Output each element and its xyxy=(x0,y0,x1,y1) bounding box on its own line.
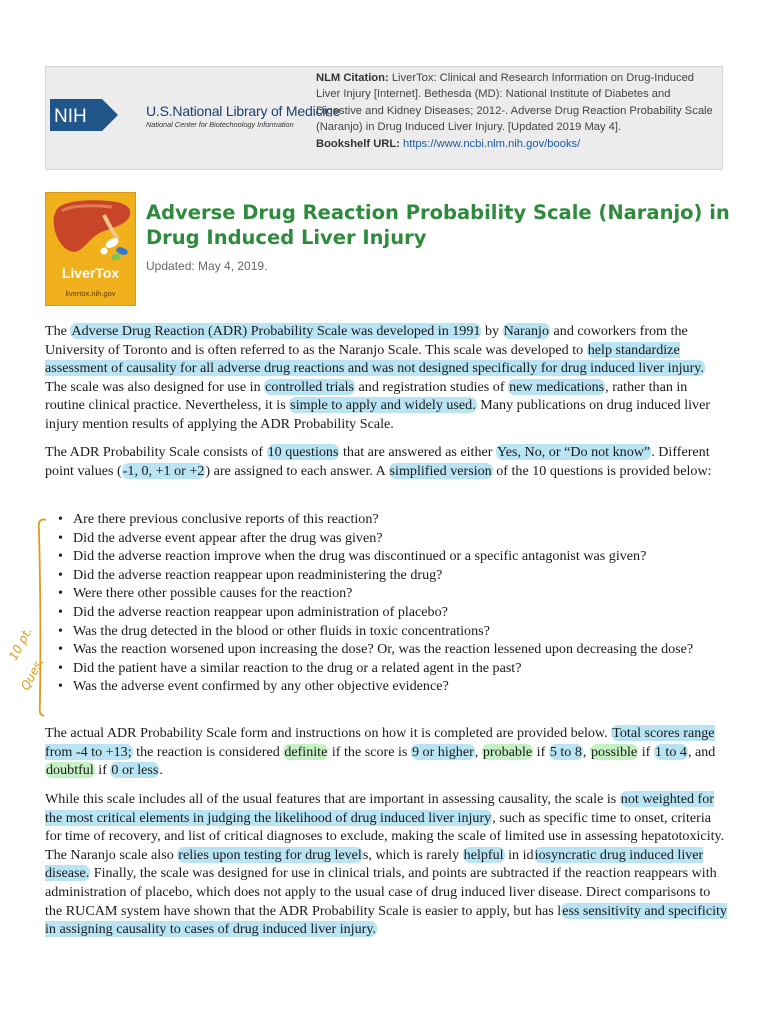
citation-text xyxy=(316,70,718,152)
question-list xyxy=(45,510,729,696)
text-run: in id xyxy=(504,846,534,863)
text-run: and registration studies of xyxy=(355,378,509,395)
highlight: 5 to 8 xyxy=(549,743,582,760)
text-run: if xyxy=(533,743,549,760)
paragraph-limitations xyxy=(45,790,729,939)
highlight: Yes, No, or “Do not know” xyxy=(496,444,651,460)
highlight: not weighted for the most critical elements in judging the likelihood of drug induced liver injury xyxy=(45,791,714,826)
list-item: • Was the drug detected in the blood or other fluids in toxic concentrations? xyxy=(45,622,729,641)
text-run: The actual ADR Probability Scale form and instructions on how it is completed are provided below. xyxy=(45,725,612,741)
highlight: new medications xyxy=(509,378,605,395)
text-run: Finally, the scale was designed for use in clinical trials, and points are subtracted if the reaction reappears with administration of placebo, which does not apply to the usual case of drug induced liver disease. Direct comparisons to the RUCAM system have shown that the ADR Probability Scale is easier to apply, but has l xyxy=(45,865,717,919)
text-run: if xyxy=(638,743,654,760)
highlight: simple to apply and widely used. xyxy=(290,397,476,414)
list-item: • Did the adverse reaction improve when the drug was discontinued or a specific antagonist was given? xyxy=(45,547,729,566)
nih-logo xyxy=(50,99,142,131)
citation-label: NLM Citation: xyxy=(316,72,389,84)
annotation-line-2: Ques. xyxy=(18,655,47,693)
highlight: help standardize assessment of causality for all adverse drug reactions and was not designed specifically for drug induced liver injury. xyxy=(45,341,704,377)
list-item: • Was the adverse event confirmed by any other objective evidence? xyxy=(45,677,729,696)
list-item: • Was the reaction worsened upon increasing the dose? Or, was the reaction lessened upon decreasing the dose? xyxy=(45,640,729,659)
paragraph-intro xyxy=(45,322,729,434)
livertox-logo xyxy=(45,192,136,306)
text-run: , such as specific time to onset, criteria for time of recovery, and list of critical diagnoses to exclude, making the scale of limited use in assessing hepatotoxicity. The Naranjo scale also xyxy=(45,809,725,863)
highlight: controlled trials xyxy=(265,378,355,395)
text-run: by xyxy=(481,323,503,339)
text-run: ) are assigned to each answer. A xyxy=(205,462,389,479)
highlight: helpful xyxy=(463,846,504,863)
text-run: the reaction is considered xyxy=(132,743,284,760)
list-item: • Did the adverse reaction reappear upon readministering the drug? xyxy=(45,566,729,585)
paragraph-scale xyxy=(45,443,729,480)
text-run: The ADR Probability Scale consists of xyxy=(45,444,267,460)
text-run: of the 10 questions is provided below: xyxy=(492,462,712,479)
list-item: • Were there other possible causes for the reaction? xyxy=(45,584,729,603)
text-run: The scale was also designed for use in xyxy=(45,378,265,395)
highlight: simplified version xyxy=(389,462,492,479)
highlight: ess sensitivity and specificity in assigning causality to cases of drug induced liver injury. xyxy=(45,902,727,938)
highlight: 0 or less xyxy=(111,762,159,779)
livertox-name: LiverTox xyxy=(61,265,120,281)
list-item: • Did the adverse event appear after the drug was given? xyxy=(45,529,729,548)
highlight: relies upon testing for drug level xyxy=(178,846,362,863)
text-run: While this scale includes all of the usual features that are important in assessing causality, the scale is xyxy=(45,791,620,807)
nih-logo-text: NIH xyxy=(54,106,87,127)
list-item: • Did the patient have a similar reaction to the drug or a related agent in the past? xyxy=(45,659,729,678)
bookshelf-label: Bookshelf URL: xyxy=(316,137,400,150)
list-item: • Did the adverse reaction reappear upon administration of placebo? xyxy=(45,603,729,622)
highlight: 9 or higher xyxy=(411,743,474,760)
citation-banner xyxy=(45,66,723,170)
citation-body: LiverTox: Clinical and Research Information on Drug-Induced Liver Injury [Internet]. Bethesda (MD): National Institute of Diabetes and Digestive and Kidney Diseases; 2012-. Adverse Drug Reaction Probability Scale (Naranjo) in Drug Induced Liver Injury. [Updated 2019 May 4]. xyxy=(316,72,713,134)
liver-icon xyxy=(46,193,137,265)
list-item: • Are there previous conclusive reports of this reaction? xyxy=(45,510,729,529)
bookshelf-link[interactable]: https://www.ncbi.nlm.nih.gov/books/ xyxy=(403,137,581,150)
text-run: . Different point values ( xyxy=(45,444,710,479)
text-run: , and xyxy=(687,743,716,760)
updated-date: Updated: May 4, 2019. xyxy=(146,259,268,273)
text-run: that are answered as either xyxy=(339,444,496,460)
highlight: Adverse Drug Reaction (ADR) Probability Scale was developed in 1991 xyxy=(71,323,481,339)
page-title: Adverse Drug Reaction Probability Scale (Naranjo) in Drug Induced Liver Injury xyxy=(146,201,730,249)
highlight: Naranjo xyxy=(503,323,549,339)
nlm-subtitle: National Center for Biotechnology Information xyxy=(146,120,294,129)
highlight: Total scores range from -4 to +13; xyxy=(45,725,715,760)
livertox-url: livertox.nih.gov xyxy=(65,289,116,298)
highlight-green: possible xyxy=(590,743,638,760)
text-run: . xyxy=(159,762,163,779)
text-run: The xyxy=(45,323,71,339)
highlight: iosyncratic drug induced liver disease. xyxy=(45,846,704,882)
text-run: if the score is xyxy=(328,743,411,760)
text-run: if xyxy=(94,762,111,779)
highlight: 10 questions xyxy=(267,444,339,460)
paragraph-scores xyxy=(45,724,729,780)
nlm-text xyxy=(146,103,340,129)
text-run: , rather than in routine clinical practice. Nevertheless, it is xyxy=(45,378,688,414)
text-run: , xyxy=(582,743,590,760)
highlight-green: definite xyxy=(284,743,328,760)
highlight: 1 to 4 xyxy=(654,743,687,760)
bracket-mark xyxy=(0,510,50,725)
text-run: , xyxy=(474,743,482,760)
handwritten-annotation xyxy=(0,510,50,725)
text-run: Many publications on drug induced liver injury mention results of applying the ADR Probability Scale. xyxy=(45,397,711,432)
highlight-green: doubtful xyxy=(46,762,94,779)
nlm-name: U.S.National Library of Medicine xyxy=(146,103,341,119)
highlight: -1, 0, +1 or +2 xyxy=(122,462,205,479)
text-run: and coworkers from the University of Toronto and is often referred to as the Naranjo Scale. This scale was developed to xyxy=(45,323,688,358)
annotation-line-1: 10 pt. xyxy=(6,624,35,663)
text-run: s, which is rarely xyxy=(362,846,463,863)
highlight-green: probable xyxy=(482,743,533,760)
